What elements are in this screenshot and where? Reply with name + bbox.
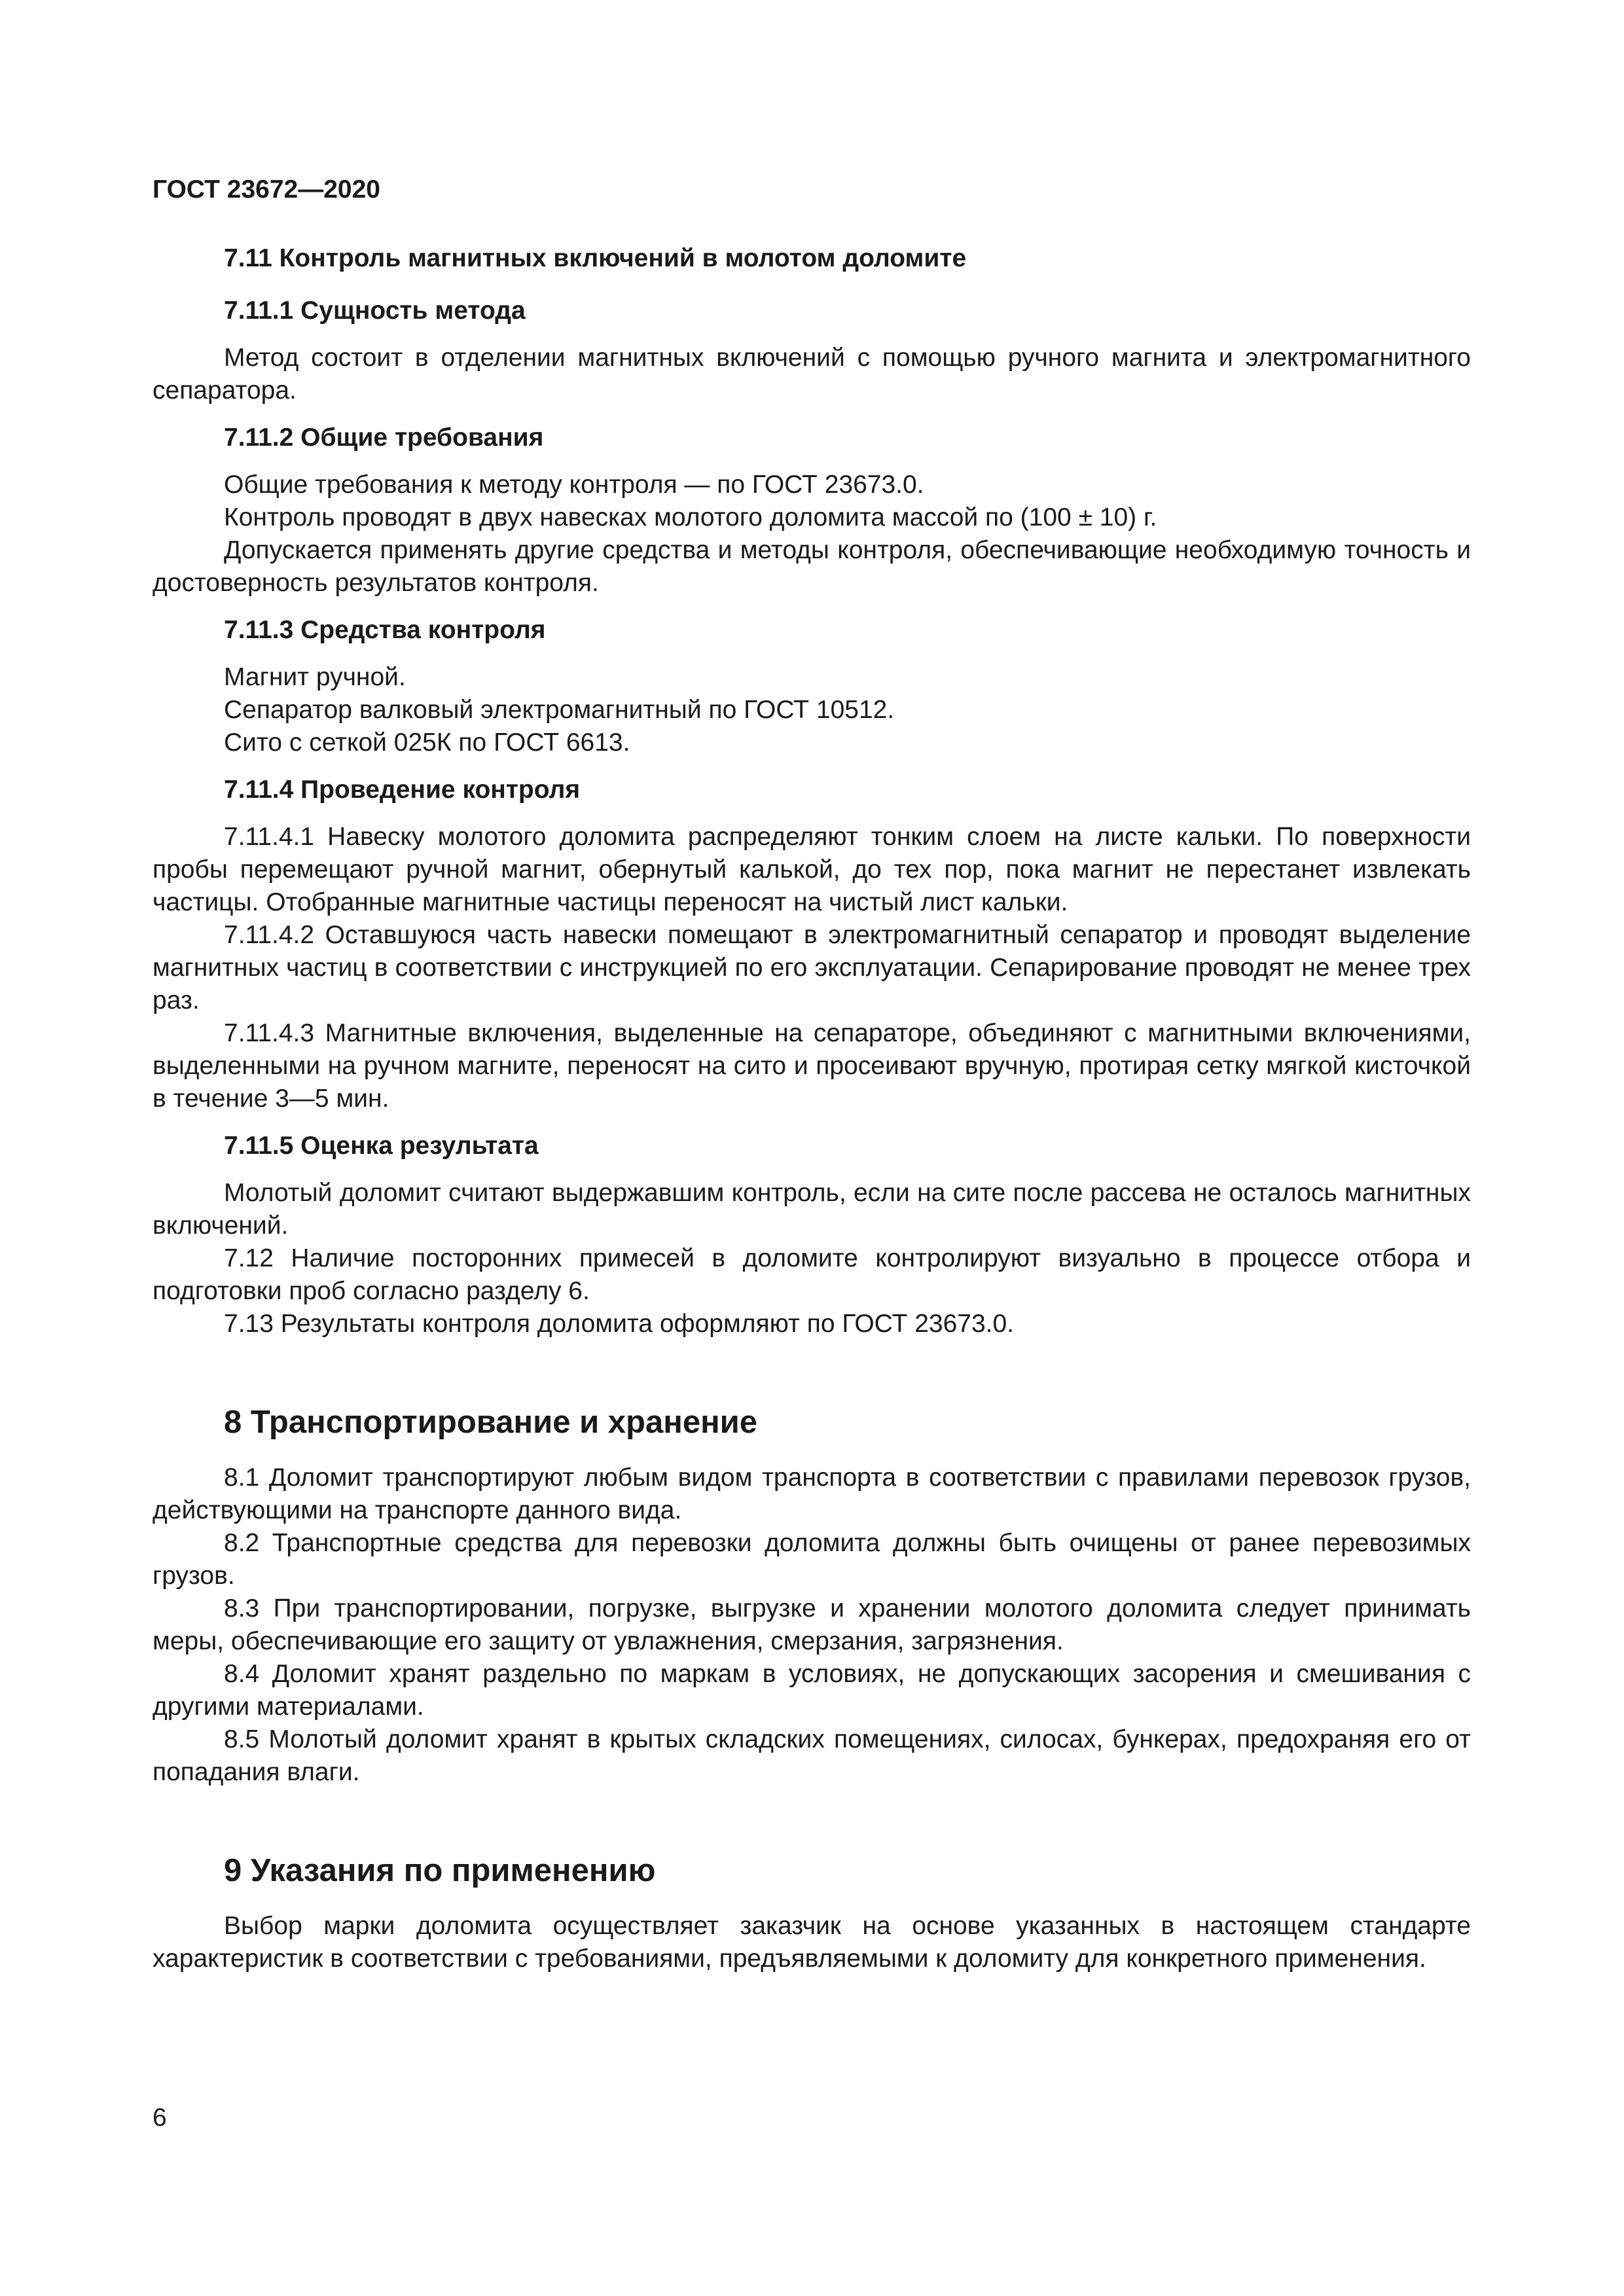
paragraph-8-5: 8.5 Молотый доломит хранят в крытых складских помещениях, силосах, бункерах, предохраняя его от попадания влаги. bbox=[153, 1725, 1471, 1786]
paragraph-7-12: 7.12 Наличие посторонних примесей в доломите контролируют визуально в процессе отбора и подготовки проб согласно разделу 6. bbox=[153, 1244, 1471, 1305]
paragraph-7-11-3-a: Магнит ручной. bbox=[224, 663, 406, 691]
document-header: ГОСТ 23672—2020 bbox=[153, 175, 380, 204]
heading-7-11-3: 7.11.3 Средства контроля bbox=[224, 616, 546, 644]
paragraph-7-11-2-a: Общие требования к методу контроля — по ГОСТ 23673.0. bbox=[224, 471, 924, 499]
page-number: 6 bbox=[153, 2104, 167, 2132]
heading-7-11: 7.11 Контроль магнитных включений в молотом доломите bbox=[224, 244, 967, 272]
heading-7-11-1: 7.11.1 Сущность метода bbox=[224, 296, 526, 325]
heading-7-11-4: 7.11.4 Проведение контроля bbox=[224, 776, 581, 804]
paragraph-8-2: 8.2 Транспортные средства для перевозки доломита должны быть очищены от ранее перевозимых грузов. bbox=[153, 1529, 1471, 1590]
paragraph-7-11-2-c: Допускается применять другие средства и методы контроля, обеспечивающие необходимую точность и достоверность результатов контроля. bbox=[153, 536, 1471, 597]
paragraph-8-3: 8.3 При транспортировании, погрузке, выгрузке и хранении молотого доломита следует принимать меры, обеспечивающие его защиту от увлажнения, смерзания, загрязнения. bbox=[153, 1594, 1471, 1655]
paragraph-7-11-5: Молотый доломит считают выдержавшим контроль, если на сите после рассева не осталось магнитных включений. bbox=[153, 1179, 1471, 1240]
paragraph-8-1: 8.1 Доломит транспортируют любым видом транспорта в соответствии с правилами перевозок грузов, действующими на транспорте данного вида. bbox=[153, 1463, 1471, 1524]
document-body bbox=[153, 242, 1471, 1975]
paragraph-9: Выбор марки доломита осуществляет заказчик на основе указанных в настоящем стандарте характеристик в соответствии с требованиями, предъявляемыми к доломиту для конкретного применения. bbox=[153, 1912, 1471, 1973]
paragraph-7-11-4-1: 7.11.4.1 Навеску молотого доломита распределяют тонким слоем на листе кальки. По поверхности пробы перемещают ручной магнит, обернутый калькой, до тех пор, пока магнит не перестанет извлекать частицы. Отобранные магнитные частицы переносят на чистый лист кальки. bbox=[153, 823, 1471, 916]
paragraph-7-13: 7.13 Результаты контроля доломита оформляют по ГОСТ 23673.0. bbox=[224, 1310, 1015, 1338]
paragraph-7-11-3-c: Сито с сеткой 025К по ГОСТ 6613. bbox=[224, 728, 630, 757]
heading-9: 9 Указания по применению bbox=[224, 1853, 656, 1888]
paragraph-7-11-4-2: 7.11.4.2 Оставшуюся часть навески помещают в электромагнитный сепаратор и проводят выделение магнитных частиц в соответствии с инструкцией по его эксплуатации. Сепарирование проводят не менее трех раз. bbox=[153, 921, 1471, 1014]
heading-7-11-2: 7.11.2 Общие требования bbox=[224, 423, 544, 452]
heading-8: 8 Транспортирование и хранение bbox=[224, 1405, 758, 1440]
heading-7-11-5: 7.11.5 Оценка результата bbox=[224, 1132, 539, 1160]
paragraph-7-11-3-b: Сепаратор валковый электромагнитный по ГОСТ 10512. bbox=[224, 696, 895, 724]
paragraph-7-11-1: Метод состоит в отделении магнитных включений с помощью ручного магнита и электромагнитного сепаратора. bbox=[153, 344, 1471, 404]
paragraph-7-11-4-3: 7.11.4.3 Магнитные включения, выделенные на сепараторе, объединяют с магнитными включениями, выделенными на ручном магните, переносят на сито и просеивают вручную, протирая сетку мягкой кисточкой в течение 3—5 мин. bbox=[153, 1019, 1471, 1113]
paragraph-7-11-2-b: Контроль проводят в двух навесках молотого доломита массой по (100 ± 10) г. bbox=[224, 503, 1157, 531]
paragraph-8-4: 8.4 Доломит хранят раздельно по маркам в условиях, не допускающих засорения и смешивания с другими материалами. bbox=[153, 1660, 1471, 1721]
